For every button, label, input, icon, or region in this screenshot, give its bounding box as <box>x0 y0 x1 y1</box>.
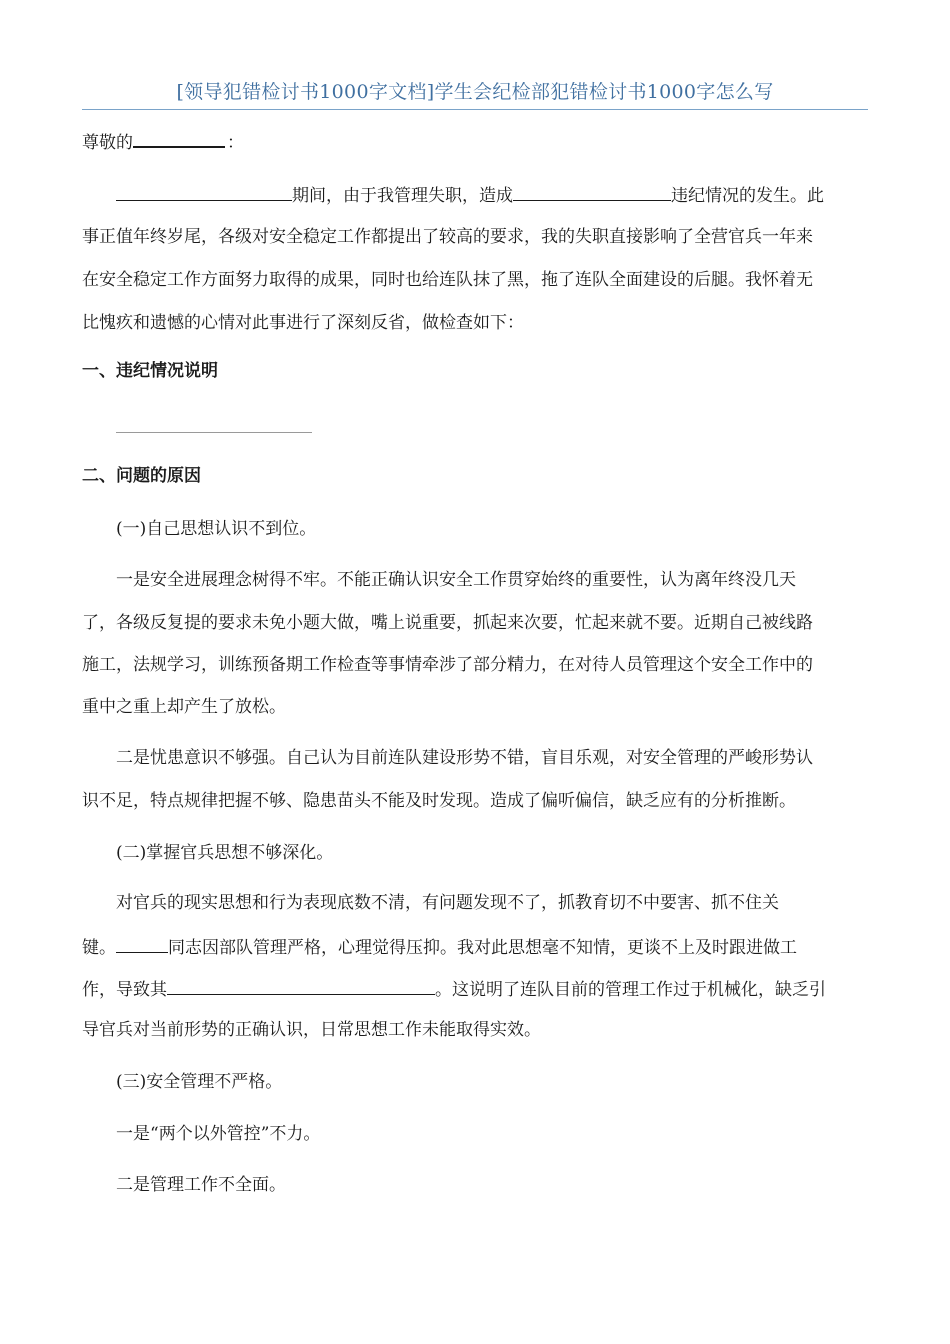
intro-text-a: 期间，由于我管理失职，造成 <box>292 186 513 206</box>
para-3-line-2 <box>82 934 862 960</box>
intro-line-4: 比愧疚和遗憾的心情对此事进行了深刻反省，做检查如下： <box>82 313 524 333</box>
period-blank <box>116 182 292 201</box>
para-3-text-a: 键。 <box>82 938 116 958</box>
para-2-line-1: 二是忧患意识不够强。自己认为目前连队建设形势不错，盲目乐观，对安全管理的严峻形势认 <box>116 748 813 768</box>
intro-line-2: 事正值年终岁尾，各级对安全稳定工作都提出了较高的要求，我的失职直接影响了全营官兵一年来 <box>82 227 813 247</box>
section-1-heading: 一、违纪情况说明 <box>82 361 218 381</box>
subheading-1: (一)自己思想认识不到位。 <box>116 519 317 539</box>
comrade-name-blank <box>116 934 168 953</box>
subheading-2: (二)掌握官兵思想不够深化。 <box>116 843 334 863</box>
intro-line-3: 在安全稳定工作方面努力取得的成果，同时也给连队抹了黑，拖了连队全面建设的后腿。我怀着无 <box>82 270 813 290</box>
salutation-line <box>82 128 862 155</box>
salutation-suffix: ： <box>227 133 244 153</box>
para-3-text-b: 同志因部队管理严格，心理觉得压抑。我对此思想毫不知情，更谈不上及时跟进做工 <box>168 938 797 958</box>
consequence-blank <box>167 976 435 995</box>
para-1-line-4: 重中之重上却产生了放松。 <box>82 697 286 717</box>
intro-line-1 <box>116 182 862 208</box>
para-4: 一是“两个以外管控”不力。 <box>116 1124 321 1144</box>
para-1-line-3: 施工，法规学习，训练预备期工作检查等事情牵涉了部分精力，在对待人员管理这个安全工作中的 <box>82 655 813 675</box>
para-2-line-2: 识不足，特点规律把握不够、隐患苗头不能及时发现。造成了偏听偏信，缺乏应有的分析推断。 <box>82 791 796 811</box>
para-3-text-d: 。这说明了连队目前的管理工作过于机械化，缺乏引 <box>435 980 826 1000</box>
para-3-text-c: 作，导致其 <box>82 980 167 1000</box>
para-1-line-1: 一是安全进展理念树得不牢。不能正确认识安全工作贯穿始终的重要性，认为离年终没几天 <box>116 570 796 590</box>
recipient-blank <box>133 128 225 148</box>
section-2-heading: 二、问题的原因 <box>82 466 201 486</box>
page-header-title: [领导犯错检讨书1000字文档]学生会纪检部犯错检讨书1000字怎么写 <box>176 81 774 103</box>
header-divider <box>82 109 868 110</box>
para-3-line-4: 导官兵对当前形势的正确认识，日常思想工作未能取得实效。 <box>82 1020 541 1040</box>
subheading-3: (三)安全管理不严格。 <box>116 1072 283 1092</box>
para-1-line-2: 了，各级反复提的要求未免小题大做，嘴上说重要，抓起来次要，忙起来就不要。近期自己被线路 <box>82 613 813 633</box>
para-3-line-3 <box>82 976 862 1002</box>
section-1-placeholder-rule <box>116 432 312 433</box>
violation-blank <box>513 182 671 201</box>
para-5: 二是管理工作不全面。 <box>116 1175 286 1195</box>
salutation-prefix: 尊敬的 <box>82 133 133 153</box>
intro-text-b: 违纪情况的发生。此 <box>671 186 824 206</box>
para-3-line-1: 对官兵的现实思想和行为表现底数不清，有问题发现不了，抓教育切不中要害、抓不住关 <box>116 893 779 913</box>
